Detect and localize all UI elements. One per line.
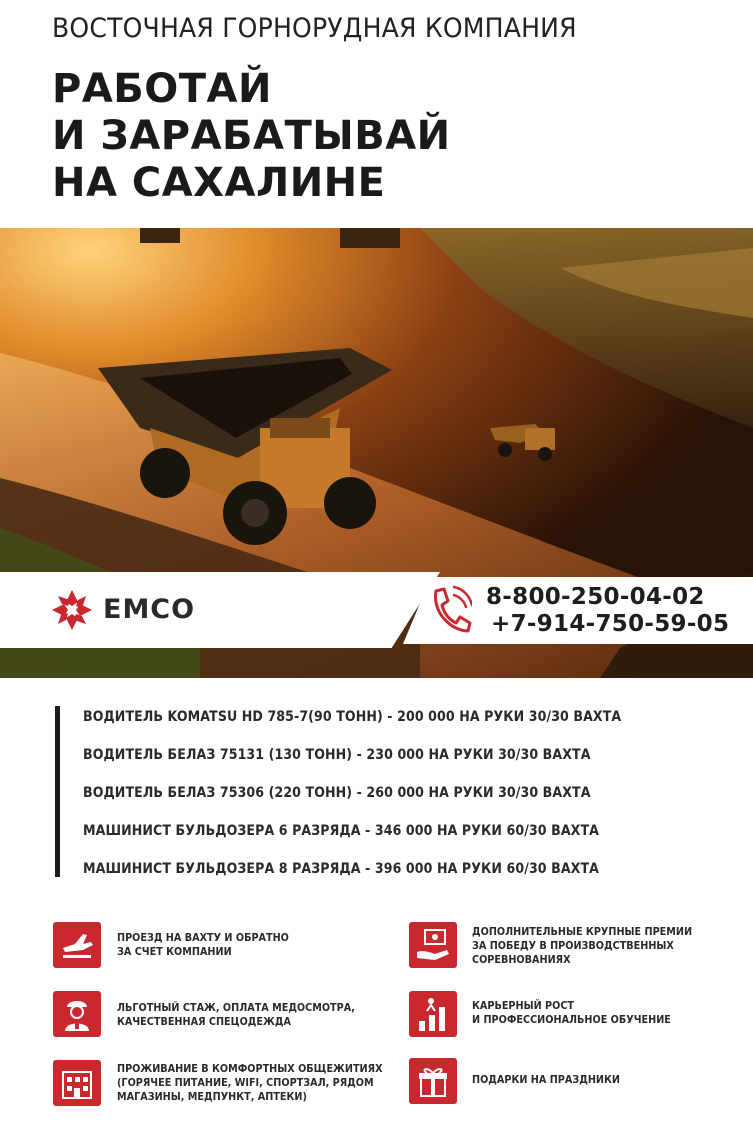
benefit-text: ДОПОЛНИТЕЛЬНЫЕ КРУПНЫЕ ПРЕМИИ ЗА ПОБЕДУ В ПРОИЗВОДСТВЕННЫХ СОРЕВНОВАНИЯХ <box>472 926 693 966</box>
job-item: ВОДИТЕЛЬ БЕЛАЗ 75131 (130 ТОНН) - 230 000 НА РУКИ 30/30 ВАХТА <box>83 747 591 763</box>
job-item: МАШИНИСТ БУЛЬДОЗЕРА 8 РАЗРЯДА - 396 000 НА РУКИ 60/30 ВАХТА <box>83 861 600 877</box>
phone-number[interactable]: 8-800-250-04-02 <box>486 584 705 610</box>
headline-line: НА САХАЛИНЕ <box>52 160 386 206</box>
headline-line: РАБОТАЙ <box>52 66 272 112</box>
company-name: ВОСТОЧНАЯ ГОРНОРУДНАЯ КОМПАНИЯ <box>52 13 577 44</box>
dormitory-icon <box>53 1060 101 1106</box>
gift-icon <box>409 1058 457 1104</box>
phone-icon <box>428 585 472 633</box>
phone-number[interactable]: +7-914-750-59-05 <box>491 611 730 637</box>
benefit-text: ЛЬГОТНЫЙ СТАЖ, ОПЛАТА МЕДОСМОТРА, КАЧЕСТВЕННАЯ СПЕЦОДЕЖДА <box>117 1002 355 1028</box>
headline <box>52 66 692 207</box>
job-item: ВОДИТЕЛЬ KOMATSU HD 785-7(90 ТОНН) - 200 000 НА РУКИ 30/30 ВАХТА <box>83 709 622 725</box>
benefit-text: КАРЬЕРНЫЙ РОСТ И ПРОФЕССИОНАЛЬНОЕ ОБУЧЕНИЕ <box>472 1000 671 1026</box>
emco-logo-icon <box>52 590 92 630</box>
job-item: МАШИНИСТ БУЛЬДОЗЕРА 6 РАЗРЯДА - 346 000 НА РУКИ 60/30 ВАХТА <box>83 823 600 839</box>
airplane-ticket-icon <box>53 922 101 968</box>
logo-text: EMCO <box>103 594 196 625</box>
career-growth-icon <box>409 991 457 1037</box>
bonus-money-icon <box>409 922 457 968</box>
benefit-text: ПОДАРКИ НА ПРАЗДНИКИ <box>472 1074 620 1086</box>
job-item: ВОДИТЕЛЬ БЕЛАЗ 75306 (220 ТОНН) - 260 000 НА РУКИ 30/30 ВАХТА <box>83 785 591 801</box>
benefit-text: ПРОЖИВАНИЕ В КОМФОРТНЫХ ОБЩЕЖИТИЯХ (ГОРЯЧЕЕ ПИТАНИЕ, WIFI, СПОРТЗАЛ, РЯДОМ МАГАЗИНЫ, МЕДПУНКТ, АПТЕКИ) <box>117 1063 383 1103</box>
jobs-accent-bar <box>55 706 60 877</box>
worker-medical-icon <box>53 991 101 1037</box>
headline-line: И ЗАРАБАТЫВАЙ <box>52 113 451 159</box>
benefit-text: ПРОЕЗД НА ВАХТУ И ОБРАТНО ЗА СЧЕТ КОМПАНИИ <box>117 932 289 958</box>
